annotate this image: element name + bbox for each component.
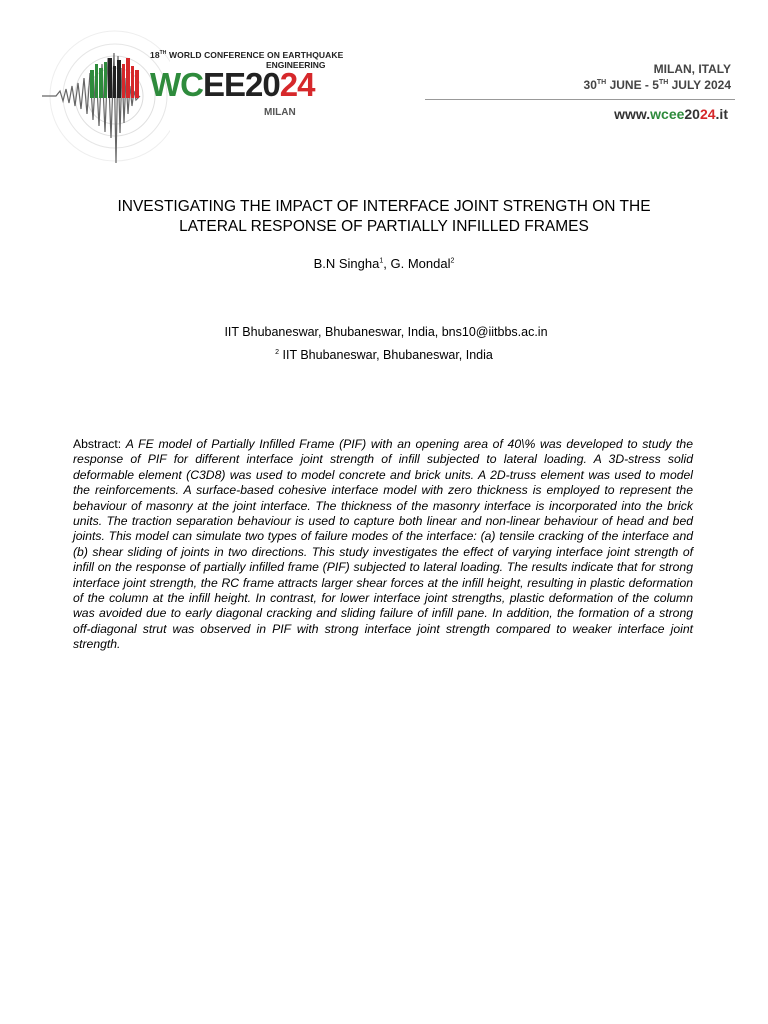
conference-dates: 30TH JUNE - 5TH JULY 2024 <box>583 78 731 92</box>
wcee-logo-text: WCEE2024 <box>150 66 315 103</box>
abstract-body: A FE model of Partially Infilled Frame (PIF) with an opening area of 40\% was developed to study the response of PIF for different interface joint strength of infill subjected to lateral loading. A 3D-stress solid deformable element (C3D8) was used to model concrete and brick units. A 2D-truss element was used to model the reinforcements. A surface-based cohesive interface model with zero thickness is employed to represent the behaviour of masonry at the joint interface. The thickness of the masonry interface is incorporated into the brick units. The traction separation behaviour is used to capture both linear and non-linear behaviour of head and bed joints. This model can simulate two types of failure modes of the interface: (a) tensile cracking of the interface and (b) shear sliding of joints in two directions. This study investigates the effect of varying interface joint strength of infill on the response of partially infilled frame (PIF) subjected to lateral loading. The results indicate that for strong interface joint strength, the RC frame attracts larger shear forces at the infill height, resulting in plastic deformation of the column at the infill height. In contrast, for lower interface joint strengths, plastic deformation of the column was avoided due to early diagonal cracking and sliding failure of infill pane. In addition, the formation of a strong off-diagonal strut was observed in PIF with strong interface joint strength compared to weaker interface joint strength. <box>73 437 693 652</box>
logo-city: MILAN <box>264 107 296 118</box>
affiliation-1: IIT Bhubaneswar, Bhubaneswar, India, bns10@iitbbs.ac.in <box>224 325 548 339</box>
authors: B.N Singha$^1$, G. Mondal$^2$ <box>313 256 455 271</box>
title-line-1: INVESTIGATING THE IMPACT OF INTERFACE JOINT STRENGTH ON THE <box>117 198 651 215</box>
author-2: G. Mondal <box>390 256 451 271</box>
seismograph-logo-icon <box>30 28 170 168</box>
conference-location: MILAN, ITALY <box>653 62 731 76</box>
paper-title <box>60 197 708 236</box>
abstract-label: Abstract: <box>73 437 126 451</box>
abstract <box>73 437 693 653</box>
conference-name-line1: 18TH WORLD CONFERENCE ON EARTHQUAKE <box>150 50 344 60</box>
conference-name-line2: ENGINEERING <box>266 60 326 70</box>
title-line-2: LATERAL RESPONSE OF PARTIALLY INFILLED FRAMES <box>179 217 589 235</box>
conference-url[interactable]: www.wcee2024.it <box>614 106 728 122</box>
affiliation-2: $^2$ IIT Bhubaneswar, Bhubaneswar, India <box>275 348 493 362</box>
conference-header <box>0 0 768 170</box>
author-1: B.N Singha <box>313 256 380 271</box>
header-divider <box>425 99 735 100</box>
